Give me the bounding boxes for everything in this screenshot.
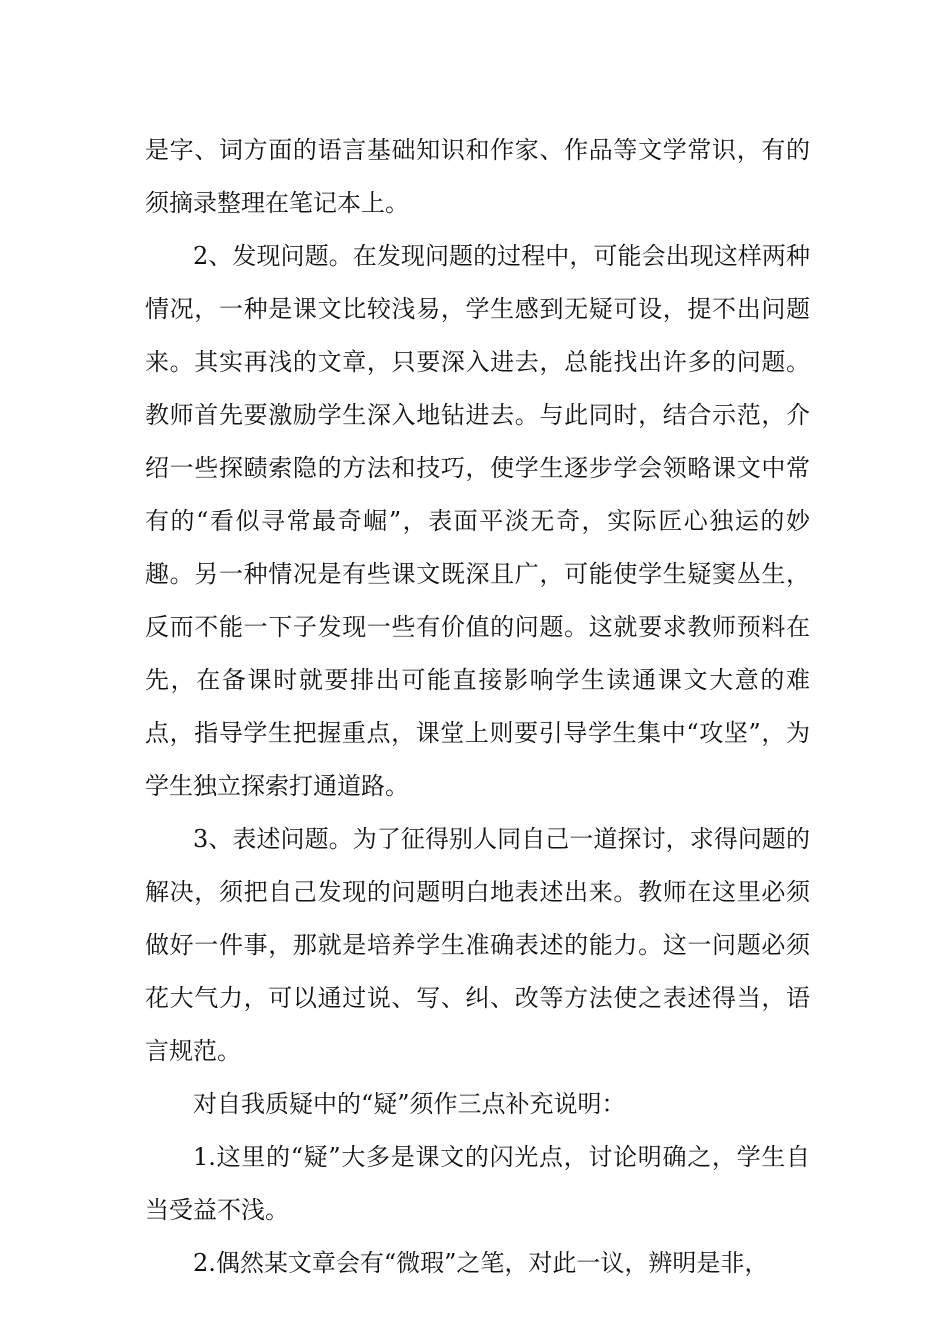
document-body — [145, 124, 810, 1290]
paragraph-continuation: 是字、词方面的语言基础知识和作家、作品等文学常识，有的须摘录整理在笔记本上。 — [145, 136, 810, 217]
paragraph-express-problems: 3、表述问题。为了征得别人同自己一道探讨，求得问题的解决，须把自己发现的问题明白地表述出来。教师在这里必须做好一件事，那就是培养学生准确表述的能力。这一问题必须花大气力，可以通过说、写、纠、改等方法使之表述得当，语言规范。 — [145, 825, 810, 1065]
paragraph-note-1: 1.这里的“疑”大多是课文的闪光点，讨论明确之，学生自当受益不浅。 — [145, 1143, 810, 1224]
paragraph-supplement-intro: 对自我质疑中的“疑”须作三点补充说明： — [193, 1090, 626, 1118]
paragraph-note-2: 2.偶然某文章会有“微瑕”之笔，对此一议，辨明是非， — [193, 1249, 769, 1277]
paragraph-discover-problems: 2、发现问题。在发现问题的过程中，可能会出现这样两种情况，一种是课文比较浅易，学生感到无疑可设，提不出问题来。其实再浅的文章，只要深入进去，总能找出许多的问题。教师首先要激励学生深入地钻进去。与此同时，结合示范，介绍一些探赜索隐的方法和技巧，使学生逐步学会领略课文中常有的“看似寻常最奇崛”，表面平淡无奇，实际匠心独运的妙趣。另一种情况是有些课文既深且广，可能使学生疑窦丛生，反而不能一下子发现一些有价值的问题。这就要求教师预料在先，在备课时就要排出可能直接影响学生读通课文大意的难点，指导学生把握重点，课堂上则要引导学生集中“攻坚”，为学生独立探索打通道路。 — [145, 242, 810, 800]
